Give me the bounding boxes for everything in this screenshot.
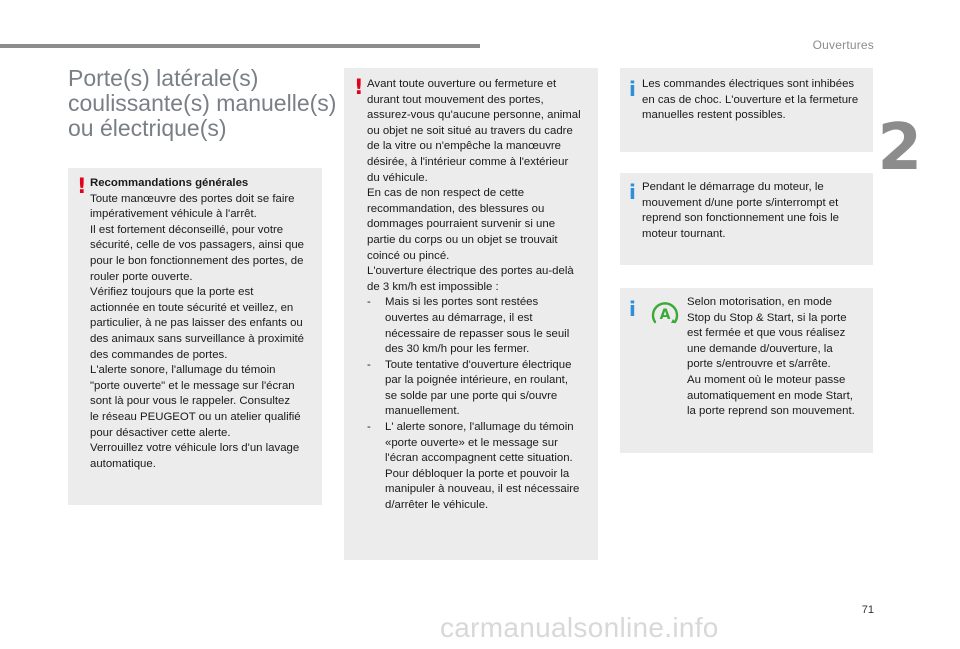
info-box-engine-start bbox=[620, 173, 873, 265]
title-line: coulissante(s) manuelle(s) bbox=[68, 90, 337, 116]
text-line: l'écran accompagnent cette situation. bbox=[385, 452, 573, 465]
text-line: en cas de choc. L'ouverture et la fermeture bbox=[642, 93, 859, 106]
text-line: manipuler à nouveau, il est nécessaire bbox=[385, 483, 580, 496]
text-line: impérativement véhicule à l'arrêt. bbox=[90, 208, 257, 221]
info-icon: i bbox=[629, 297, 636, 321]
text-line: Pour débloquer la porte et pouvoir la bbox=[385, 467, 570, 480]
box-text bbox=[642, 180, 871, 242]
safety-warning-box bbox=[344, 68, 598, 560]
text-line: des animaux sans surveillance à proximité bbox=[90, 332, 304, 345]
box-text bbox=[367, 77, 594, 295]
text-line: «porte ouverte» et le message sur bbox=[385, 436, 558, 449]
text-line: le réseau PEUGEOT ou un atelier qualifié bbox=[90, 410, 301, 423]
text-line: partie du corps ou un objet se trouvait bbox=[367, 233, 558, 246]
list-item bbox=[367, 358, 594, 420]
dash-list bbox=[367, 295, 594, 513]
text-line: des commandes de portes. bbox=[90, 348, 228, 361]
text-line: pour désactiver cette alerte. bbox=[90, 426, 231, 439]
text-line: L' alerte sonore, l'allumage du témoin bbox=[385, 421, 574, 434]
text-line: sont là pour vous le rappeler. Consultez bbox=[90, 395, 291, 408]
text-line: Mais si les portes sont restées bbox=[385, 296, 539, 309]
text-line: Verrouillez votre véhicule lors d'un lavage bbox=[90, 442, 300, 455]
header-rule bbox=[0, 44, 480, 48]
text-line: Stop du Stop & Start, si la porte bbox=[687, 311, 847, 324]
text-line: sécurité, celle de vos passagers, ainsi que bbox=[90, 239, 305, 252]
text-line: L'ouverture électrique des portes au-delà bbox=[367, 265, 574, 278]
section-label: Ouvertures bbox=[812, 38, 874, 52]
text-line: automatique. bbox=[90, 457, 156, 470]
text-line: une demande d/ouverture, la bbox=[687, 342, 833, 355]
text-line: coincé ou pincé. bbox=[367, 249, 450, 262]
text-line: recommandation, des blessures ou bbox=[367, 202, 545, 215]
list-item bbox=[367, 295, 594, 357]
chapter-number: 2 bbox=[877, 111, 922, 185]
warning-icon: ! bbox=[77, 174, 87, 198]
text-line: manuellement. bbox=[385, 405, 460, 418]
title-line: Porte(s) latérale(s) bbox=[68, 65, 259, 91]
text-line: Pendant le démarrage du moteur, le bbox=[642, 181, 824, 193]
text-line: désirée, à l'intérieur comme à l'extérieur bbox=[367, 155, 569, 168]
general-recommendations-box bbox=[68, 168, 322, 505]
text-line: est fermée et que vous réalisez bbox=[687, 327, 846, 340]
text-line: par la poignée intérieure, en roulant, bbox=[385, 374, 569, 387]
text-line: porte s/entrouvre et s/arrête. bbox=[687, 358, 831, 371]
text-line: du véhicule. bbox=[367, 171, 428, 184]
box-text bbox=[687, 295, 871, 420]
box-text bbox=[642, 77, 871, 124]
text-line: moteur tournant. bbox=[642, 227, 726, 240]
text-line: durant tout mouvement des portes, bbox=[367, 93, 544, 106]
text-line: Vérifiez toujours que la porte est bbox=[90, 286, 254, 299]
info-box-stop-start bbox=[620, 288, 873, 453]
text-line: de 3 km/h est impossible : bbox=[367, 280, 499, 293]
text-line: Avant toute ouverture ou fermeture et bbox=[367, 78, 557, 90]
text-line: En cas de non respect de cette bbox=[367, 187, 525, 200]
text-line: Il est fortement déconseillé, pour votre bbox=[90, 223, 284, 236]
text-line: Les commandes électriques sont inhibées bbox=[642, 78, 855, 90]
info-icon: i bbox=[629, 77, 636, 101]
text-line: actionnée en toute sécurité et veillez, en bbox=[90, 301, 294, 314]
text-line: mouvement d/une porte s/interrompt et bbox=[642, 196, 839, 209]
list-dash: - bbox=[367, 358, 371, 371]
list-item bbox=[367, 420, 594, 514]
page-title bbox=[68, 66, 338, 141]
text-line: se solde par une porte qui s/ouvre bbox=[385, 389, 558, 402]
text-line: assurez-vous qu'aucune personne, animal bbox=[367, 109, 581, 122]
text-line: nécessaire de repasser sous le seuil bbox=[385, 327, 570, 340]
text-line: Selon motorisation, en mode bbox=[687, 296, 832, 308]
text-line: la porte reprend son mouvement. bbox=[687, 405, 855, 418]
text-line: des 30 km/h pour les fermer. bbox=[385, 343, 530, 356]
text-line: Toute tentative d'ouverture électrique bbox=[385, 358, 572, 371]
stop-start-letter: A bbox=[659, 307, 671, 323]
text-line: Toute manœuvre des portes doit se faire bbox=[90, 192, 295, 205]
text-line: pour le bon fonctionnement des portes, de bbox=[90, 254, 304, 267]
text-line: "porte ouverte" et le message sur l'écran bbox=[90, 379, 295, 392]
text-line: rouler porte ouverte. bbox=[90, 270, 193, 283]
info-box-crash bbox=[620, 68, 873, 152]
warning-icon: ! bbox=[354, 75, 364, 99]
list-dash: - bbox=[367, 296, 371, 309]
list-dash: - bbox=[367, 421, 371, 434]
box-heading: Recommandations générales bbox=[90, 177, 249, 189]
text-line: ouvertes au démarrage, il est bbox=[385, 311, 533, 324]
info-icon: i bbox=[629, 180, 636, 204]
text-line: particulier, à ne pas laisser des enfants ou bbox=[90, 317, 303, 330]
text-line: manuelles restent possibles. bbox=[642, 109, 786, 122]
watermark: carmanualsonline.info bbox=[440, 612, 719, 643]
box-text bbox=[90, 192, 318, 473]
text-line: dommages pourraient survenir si une bbox=[367, 218, 556, 231]
text-line: automatiquement en mode Start, bbox=[687, 389, 853, 402]
text-line: reprend son fonctionnement une fois le bbox=[642, 212, 839, 225]
stop-start-icon bbox=[648, 298, 682, 328]
text-line: de la vitre ou n'empêche la manœuvre bbox=[367, 140, 562, 153]
text-line: ou objet ne soit situé au travers du cadre bbox=[367, 124, 573, 137]
page-number: 71 bbox=[861, 604, 874, 616]
title-line: ou électrique(s) bbox=[68, 115, 227, 141]
text-line: d/arrêter le véhicule. bbox=[385, 499, 489, 512]
text-line: L'alerte sonore, l'allumage du témoin bbox=[90, 364, 276, 377]
text-line: Au moment où le moteur passe bbox=[687, 373, 846, 386]
